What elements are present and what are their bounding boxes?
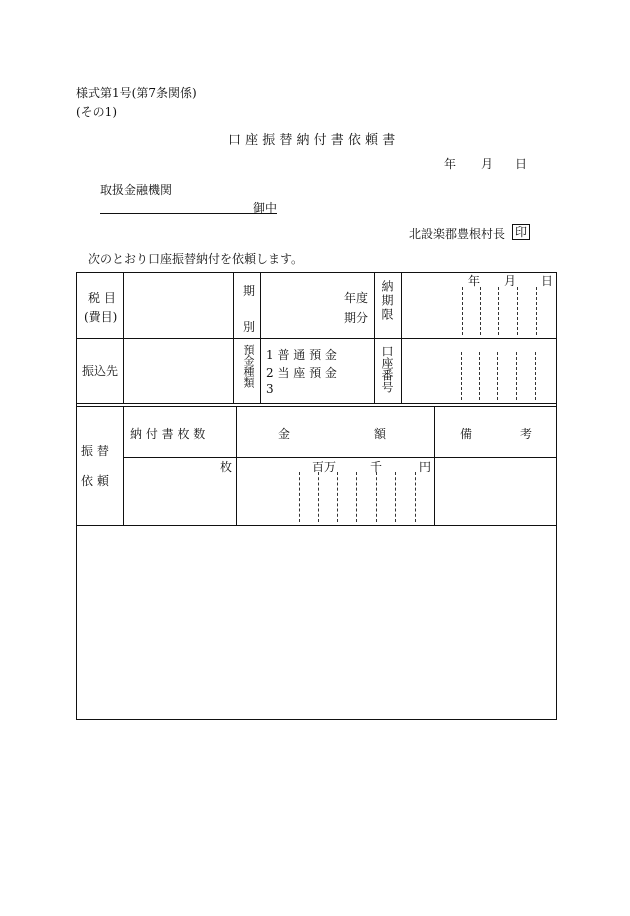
period-label-bottom: 別 xyxy=(243,320,256,334)
amount-digit-guide xyxy=(299,472,300,522)
account-digit-guide xyxy=(497,352,498,400)
date-year-label: 年 xyxy=(444,157,457,171)
deadline-day-label: 日 xyxy=(541,274,554,288)
col-divider-a xyxy=(123,272,124,403)
amount-label: 金 額 xyxy=(278,427,387,441)
transfer-to-label: 振込先 xyxy=(82,364,119,378)
amount-digit-guide xyxy=(395,472,396,522)
table-border-bottom xyxy=(76,719,557,720)
period-label-top: 期 xyxy=(243,284,256,298)
financial-institution-label: 取扱金融機関 xyxy=(100,183,173,197)
col-divider-h xyxy=(434,406,435,525)
intro-text: 次のとおり口座振替納付を依頼します。 xyxy=(88,252,304,266)
seal-mark: 印 xyxy=(512,224,530,240)
deadline-digit-guide xyxy=(498,287,499,335)
account-number-label: 口座番号 xyxy=(380,345,394,393)
form-number: 様式第1号(第7条関係) xyxy=(76,86,197,100)
slip-unit-label: 枚 xyxy=(220,460,233,474)
col-divider-g xyxy=(236,406,237,525)
deadline-digit-guide xyxy=(462,287,463,335)
col-divider-c xyxy=(260,272,261,403)
document-title: 口 座 振 替 納 付 書 依 頼 書 xyxy=(228,133,396,148)
deposit-option-1: 1 普 通 預 金 xyxy=(266,348,337,362)
col-divider-b xyxy=(233,272,234,403)
deposit-type-label: 預金種類 xyxy=(242,344,255,388)
table-border-left xyxy=(76,272,77,719)
deadline-label: 納期限 xyxy=(380,280,394,322)
account-digit-guide xyxy=(535,352,536,400)
table-border-right xyxy=(556,272,557,719)
deadline-month-label: 月 xyxy=(504,274,517,288)
form-sub-number: (その1) xyxy=(76,105,117,119)
slip-count-label: 納 付 書 枚 数 xyxy=(130,427,206,441)
unit-thousand-label: 千 xyxy=(370,460,383,474)
addressee-underline xyxy=(100,213,277,214)
amount-digit-guide xyxy=(337,472,338,522)
fiscal-year-label: 年度 xyxy=(344,291,369,305)
deadline-digit-guide xyxy=(536,287,537,335)
amount-digit-guide xyxy=(318,472,319,522)
request-label: 依 頼 xyxy=(81,474,109,488)
deposit-option-2: 2 当 座 預 金 xyxy=(266,366,337,380)
unit-yen-label: 円 xyxy=(419,460,432,474)
deadline-digit-guide xyxy=(480,287,481,335)
deadline-digit-guide xyxy=(517,287,518,335)
deposit-option-3: 3 xyxy=(266,382,274,396)
row-divider-2b xyxy=(76,406,556,407)
term-label: 期分 xyxy=(344,311,369,325)
account-digit-guide xyxy=(479,352,480,400)
table-border-top xyxy=(76,272,556,273)
tax-item-label: 税 目 xyxy=(88,291,116,305)
row-divider-3 xyxy=(123,457,556,458)
row-divider-2a xyxy=(76,403,556,404)
deadline-year-label: 年 xyxy=(468,274,481,288)
col-divider-f xyxy=(123,406,124,525)
col-divider-d xyxy=(374,272,375,403)
row-divider-4 xyxy=(76,525,556,526)
remarks-label: 備 考 xyxy=(460,427,533,441)
amount-digit-guide xyxy=(415,472,416,522)
unit-million-label: 百万 xyxy=(312,460,337,474)
date-month-label: 月 xyxy=(481,157,494,171)
row-divider-1 xyxy=(76,338,556,339)
sender-name: 北設楽郡豊根村長 xyxy=(409,227,506,241)
tax-item-sub-label: (費目) xyxy=(84,310,118,324)
amount-digit-guide xyxy=(376,472,377,522)
col-divider-e xyxy=(401,272,402,403)
account-digit-guide xyxy=(461,352,462,400)
account-digit-guide xyxy=(516,352,517,400)
amount-digit-guide xyxy=(356,472,357,522)
transfer-label: 振 替 xyxy=(81,444,109,458)
date-day-label: 日 xyxy=(515,157,528,171)
addressee-suffix: 御中 xyxy=(253,201,278,215)
